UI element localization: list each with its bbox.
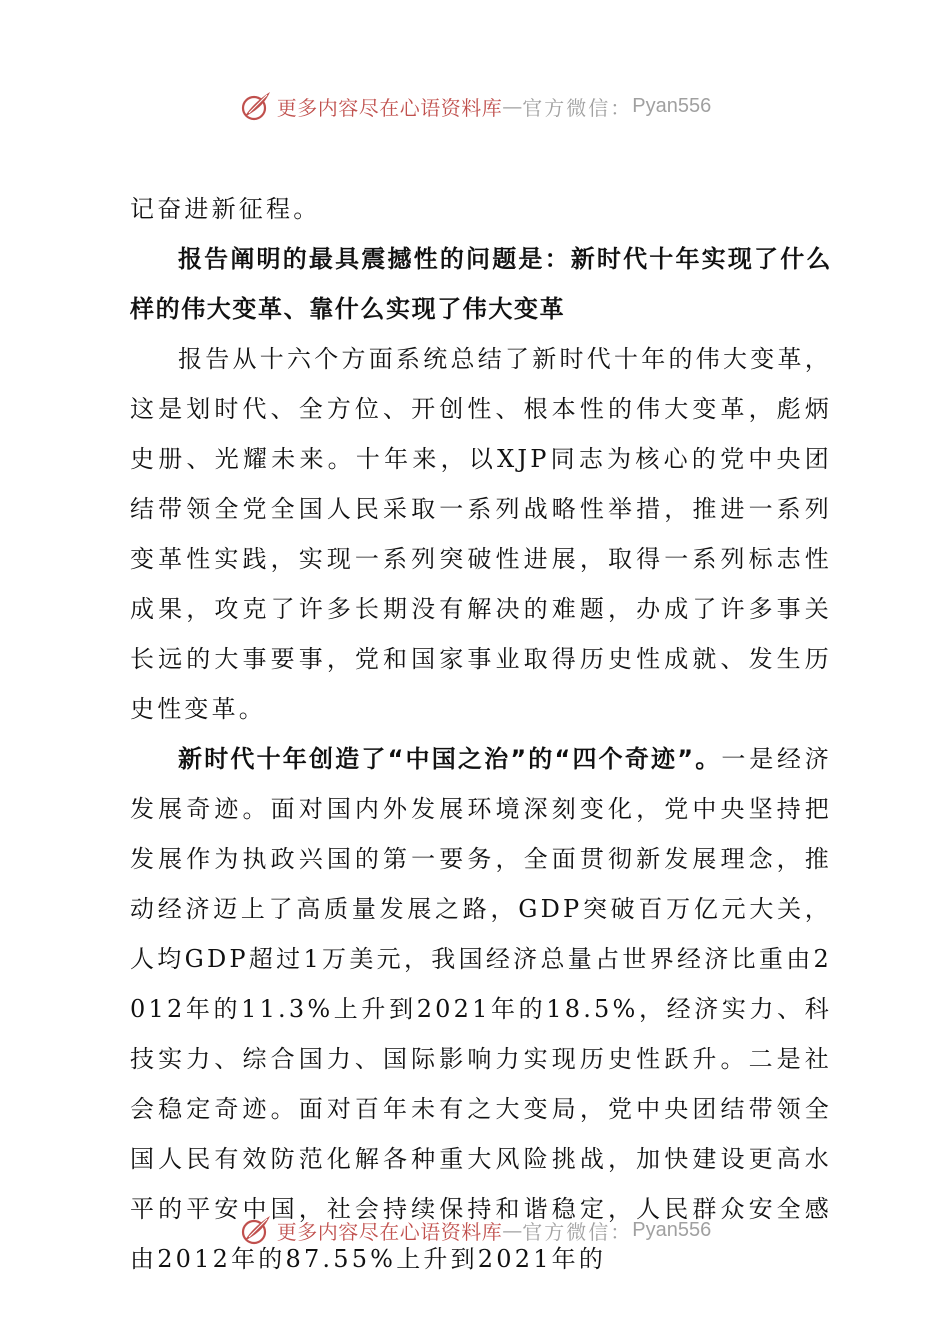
banner-wechat-id: Pyan556 [632, 94, 712, 117]
footer-watermark-banner [0, 1210, 950, 1250]
quill-logo-icon [239, 89, 273, 123]
banner-wechat-label: 官方微信： [522, 95, 633, 120]
section-heading: 报告阐明的最具震撼性的问题是：新时代十年实现了什么样的伟大变革、靠什么实现了伟大变革 [130, 245, 832, 323]
banner-wechat-label: 官方微信： [522, 1219, 633, 1244]
banner-separator: — [502, 94, 523, 118]
paragraph-four-miracles-text: 一是经济发展奇迹。面对国内外发展环境深刻变化，党中央坚持把发展作为执政兴国的第一要务，全面贯彻新发展理念，推动经济迈上了高质量发展之路，GDP突破百万亿元大关，人均GDP超过1万美元，我国经济总量占世界经济比重由2012年的11.3%上升到2021年的18.5%，经济实力、科技实力、综合国力、国际影响力实现历史性跃升。二是社会稳定奇迹。面对百年未有之大变局，党中央团结带领全国人民有效防范化解各种重大风险挑战，加快建设更高水平的平安中国，社会持续保持和谐稳定，人民群众安全感由2012年的87.55%上升到2021年的 [130, 745, 832, 1273]
header-watermark-banner [0, 86, 950, 126]
paragraph-continuation: 记奋进新征程。 [130, 195, 321, 223]
banner-site-text: 更多内容尽在心语资料库 [276, 1219, 503, 1244]
paragraph-great-changes: 报告从十六个方面系统总结了新时代十年的伟大变革，这是划时代、全方位、开创性、根本性的伟大变革，彪炳史册、光耀未来。十年来，以XJP同志为核心的党中央团结带领全党全国人民采取一系列战略性举措，推进一系列变革性实践，实现一系列突破性进展，取得一系列标志性成果，攻克了许多长期没有解决的难题，办成了许多事关长远的大事要事，党和国家事业取得历史性成就、发生历史性变革。 [130, 345, 832, 723]
quill-logo-icon [239, 1213, 273, 1247]
banner-site-text: 更多内容尽在心语资料库 [276, 95, 503, 120]
paragraph-four-miracles [130, 734, 832, 1284]
paragraph-lead-bold: 新时代十年创造了“中国之治”的“四个奇迹”。 [178, 745, 722, 773]
document-body [130, 184, 832, 1284]
banner-separator: — [502, 1218, 523, 1242]
banner-wechat-id: Pyan556 [632, 1218, 712, 1241]
